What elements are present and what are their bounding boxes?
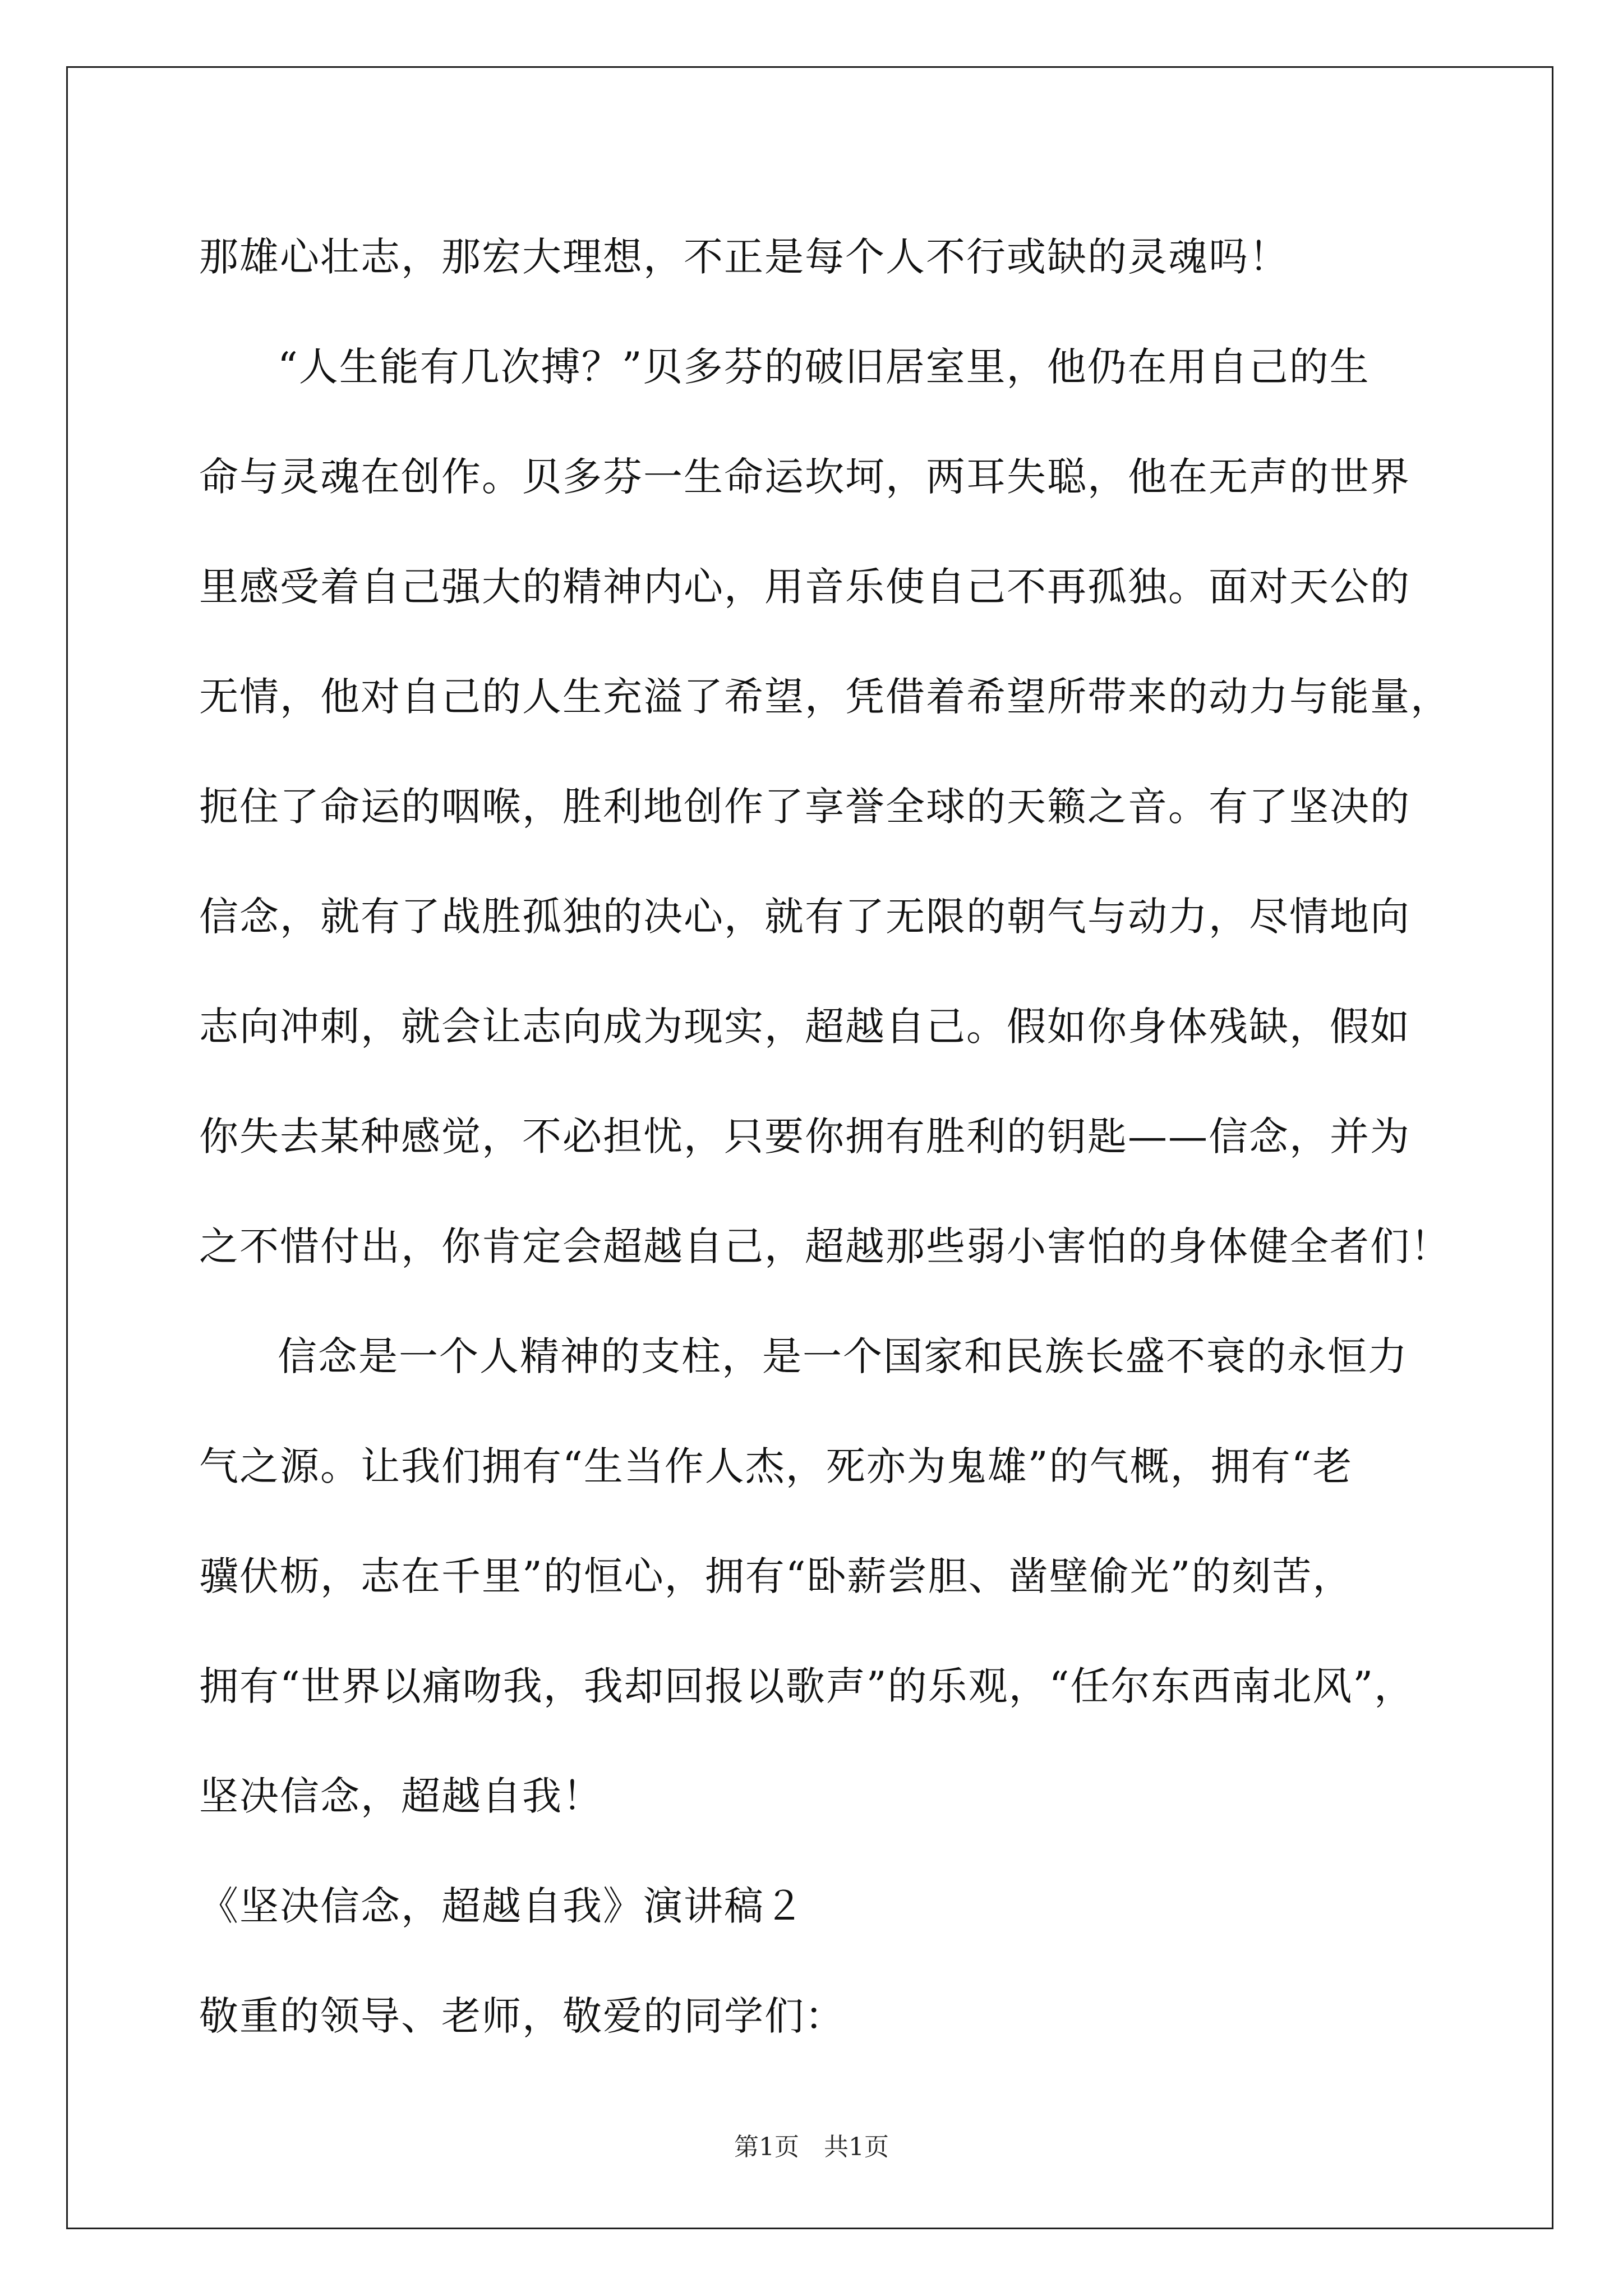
document-body bbox=[199, 202, 1489, 2071]
text-line: 命与灵魂在创作。贝多芬一生命运坎坷，两耳失聪，他在无声的世界 bbox=[199, 454, 1410, 500]
section-title: 《坚决信念，超越自我》演讲稿２ bbox=[199, 1883, 805, 1929]
salutation-line: 敬重的领导、老师，敬爱的同学们： bbox=[199, 1993, 845, 2039]
text-line: 气之源。让我们拥有“生当作人杰，死亦为鬼雄”的气概，拥有“老 bbox=[199, 1443, 1353, 1489]
text-line: 骥伏枥，志在千里”的恒心，拥有“卧薪尝胆、凿壁偷光”的刻苦， bbox=[199, 1553, 1353, 1599]
text-line: 志向冲刺，就会让志向成为现实，超越自己。假如你身体残缺，假如 bbox=[199, 1004, 1410, 1050]
text-line: 之不惜付出，你肯定会超越自己，超越那些弱小害怕的身体健全者们！ bbox=[199, 1223, 1451, 1269]
paragraph-start-line: “人生能有几次搏？”贝多芬的破旧居室里，他仍在用自己的生 bbox=[278, 344, 1370, 390]
paragraph-start-line: 信念是一个人精神的支柱，是一个国家和民族长盛不衰的永恒力 bbox=[278, 1333, 1408, 1379]
text-line: 信念，就有了战胜孤独的决心，就有了无限的朝气与动力，尽情地向 bbox=[199, 894, 1410, 940]
text-line: 坚决信念，超越自我！ bbox=[199, 1773, 603, 1819]
text-line: 里感受着自己强大的精神内心，用音乐使自己不再孤独。面对天公的 bbox=[199, 564, 1410, 610]
text-line: 无情，他对自己的人生充溢了希望，凭借着希望所带来的动力与能量， bbox=[199, 674, 1451, 720]
text-line: 那雄心壮志，那宏大理想，不正是每个人不行或缺的灵魂吗！ bbox=[199, 234, 1289, 280]
text-line: 拥有“世界以痛吻我，我却回报以歌声”的乐观，“任尔东西南北风”， bbox=[199, 1663, 1415, 1709]
page-footer: 第1页 共1页 bbox=[734, 2133, 889, 2161]
text-line: 扼住了命运的咽喉，胜利地创作了享誉全球的天籁之音。有了坚决的 bbox=[199, 784, 1410, 830]
text-line: 你失去某种感觉，不必担忧，只要你拥有胜利的钥匙——信念，并为 bbox=[199, 1114, 1410, 1159]
